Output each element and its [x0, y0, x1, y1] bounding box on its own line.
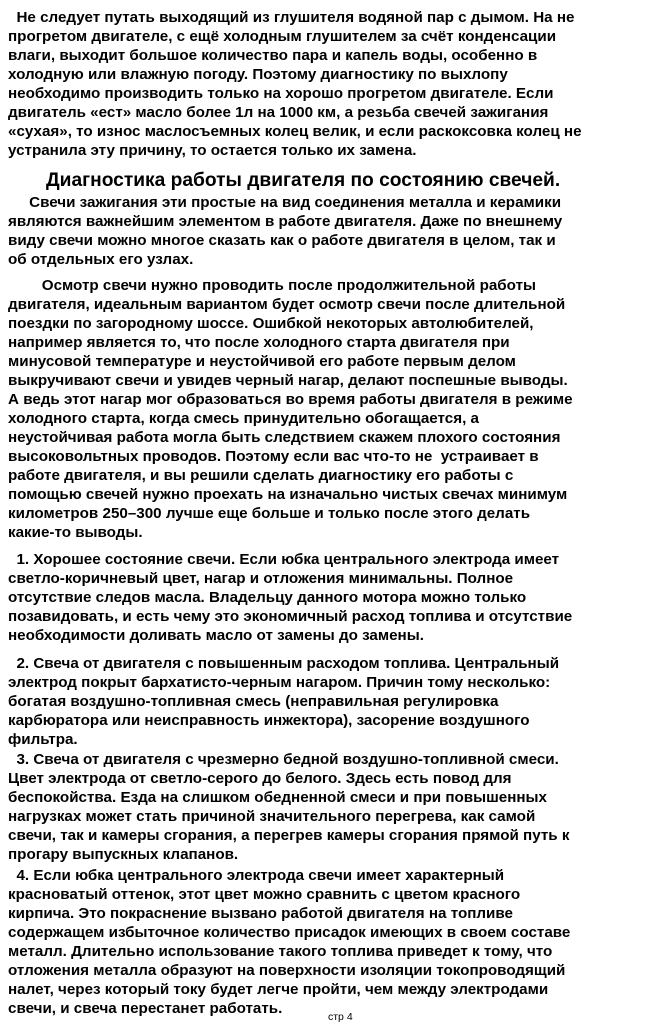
text-line: являются важнейшим элементом в работе двигателя. Даже по внешнему: [8, 213, 563, 230]
page-number: стр 4: [328, 1011, 353, 1023]
text-line: какие-то выводы.: [8, 524, 143, 541]
text-line: например является то, что после холодного старта двигателя при: [8, 334, 510, 351]
text-line: холодного старта, когда смесь принудительно обогащается, а: [8, 410, 479, 427]
list-item-2: [8, 654, 658, 749]
list-item-1: [8, 550, 658, 645]
text-line: высоковольтных проводов. Поэтому если вас что-то не устраивает в: [8, 448, 539, 465]
text-line: 4. Если юбка центрального электрода свечи имеет характерный: [8, 867, 505, 884]
text-line: 1. Хорошее состояние свечи. Если юбка центрального электрода имеет: [8, 551, 560, 568]
text-line: свечи, так и камеры сгорания, а перегрев камеры сгорания прямой путь к: [8, 827, 570, 844]
text-line: отложения металла образуют на поверхности изоляции токопроводящий: [8, 962, 566, 979]
text-line: светло-коричневый цвет, нагар и отложения минимальны. Полное: [8, 570, 514, 587]
text-line: А ведь этот нагар мог образоваться во время работы двигателя в режиме: [8, 391, 573, 408]
text-line: Свечи зажигания эти простые на вид соединения металла и керамики: [8, 194, 562, 211]
text-line: электрод покрыт бархатисто-черным нагаром. Причин тому несколько:: [8, 674, 551, 691]
text-line: поездки по загородному шоссе. Ошибкой некоторых автолюбителей,: [8, 315, 534, 332]
text-line: кирпича. Это покраснение вызвано работой двигателя на топливе: [8, 905, 513, 922]
text-line: двигателя, идеальным вариантом будет осмотр свечи после длительной: [8, 296, 566, 313]
text-line: необходимо производить только на хорошо прогретом двигателе. Если: [8, 85, 554, 102]
text-line: километров 250–300 лучше еще больше и только после этого делать: [8, 505, 531, 522]
text-line: 2. Свеча от двигателя с повышенным расходом топлива. Центральный: [8, 655, 560, 672]
text-line: об отдельных его узлах.: [8, 251, 194, 268]
intro-paragraph: [8, 8, 658, 160]
text-line: влаги, выходит большое количество пара и капель воды, особенно в: [8, 47, 538, 64]
text-line: «сухая», то износ маслосъемных колец велик, и если раскоксовка колец не: [8, 123, 582, 140]
text-line: карбюратора или неисправность инжектора), засорение воздушного: [8, 712, 530, 729]
text-line: работе двигателя, и вы решили сделать диагностику его работы с: [8, 467, 514, 484]
text-line: налет, через который току будет легче пройти, чем между электродами: [8, 981, 549, 998]
list-item-4: [8, 866, 658, 1018]
text-line: позавидовать, и есть чему это экономичный расход топлива и отсутствие: [8, 608, 573, 625]
text-line: фильтра.: [8, 731, 78, 748]
text-line: двигатель «ест» масло более 1л на 1000 км, а резьба свечей зажигания: [8, 104, 549, 121]
text-line: свечи, и свеча перестанет работать.: [8, 1000, 283, 1017]
text-line: выкручивают свечи и увидев черный нагар, делают поспешные выводы.: [8, 372, 568, 389]
text-line: беспокойства. Езда на слишком обедненной смеси и при повышенных: [8, 789, 547, 806]
text-line: Осмотр свечи нужно проводить после продолжительной работы: [8, 277, 536, 294]
text-line: нагрузках может стать причиной значительного перегрева, как самой: [8, 808, 536, 825]
paragraph-spark-plugs-intro: [8, 193, 658, 269]
text-line: необходимости доливать масло от замены до замены.: [8, 627, 424, 644]
text-line: отсутствие следов масла. Владельцу данного мотора можно только: [8, 589, 527, 606]
list-item-3: [8, 750, 658, 864]
paragraph-inspection: [8, 276, 658, 542]
text-line: устранила эту причину, то остается только их замена.: [8, 142, 417, 159]
text-line: металл. Длительно использование такого топлива приведет к тому, что: [8, 943, 553, 960]
section-heading: Диагностика работы двигателя по состоянию свечей.: [46, 170, 561, 191]
text-line: холодную или влажную погоду. Поэтому диагностику по выхлопу: [8, 66, 508, 83]
text-line: помощью свечей нужно проехать на изначально чистых свечах минимум: [8, 486, 568, 503]
text-line: прогретом двигателе, с ещё холодным глушителем за счёт конденсации: [8, 28, 557, 45]
text-line: Цвет электрода от светло-серого до белого. Здесь есть повод для: [8, 770, 512, 787]
text-line: неустойчивая работа могла быть следствием скажем плохого состояния: [8, 429, 561, 446]
text-line: минусовой температуре и неустойчивой его работе первым делом: [8, 353, 516, 370]
text-line: 3. Свеча от двигателя с чрезмерно бедной воздушно-топливной смеси.: [8, 751, 559, 768]
text-line: богатая воздушно-топливная смесь (неправильная регулировка: [8, 693, 499, 710]
text-line: прогару выпускных клапанов.: [8, 846, 239, 863]
text-line: красноватый оттенок, этот цвет можно сравнить с цветом красного: [8, 886, 521, 903]
text-line: виду свечи можно многое сказать как о работе двигателя в целом, так и: [8, 232, 556, 249]
text-line: содержащем избыточное количество присадок имеющих в своем составе: [8, 924, 571, 941]
text-line: Не следует путать выходящий из глушителя водяной пар с дымом. На не: [8, 9, 575, 26]
